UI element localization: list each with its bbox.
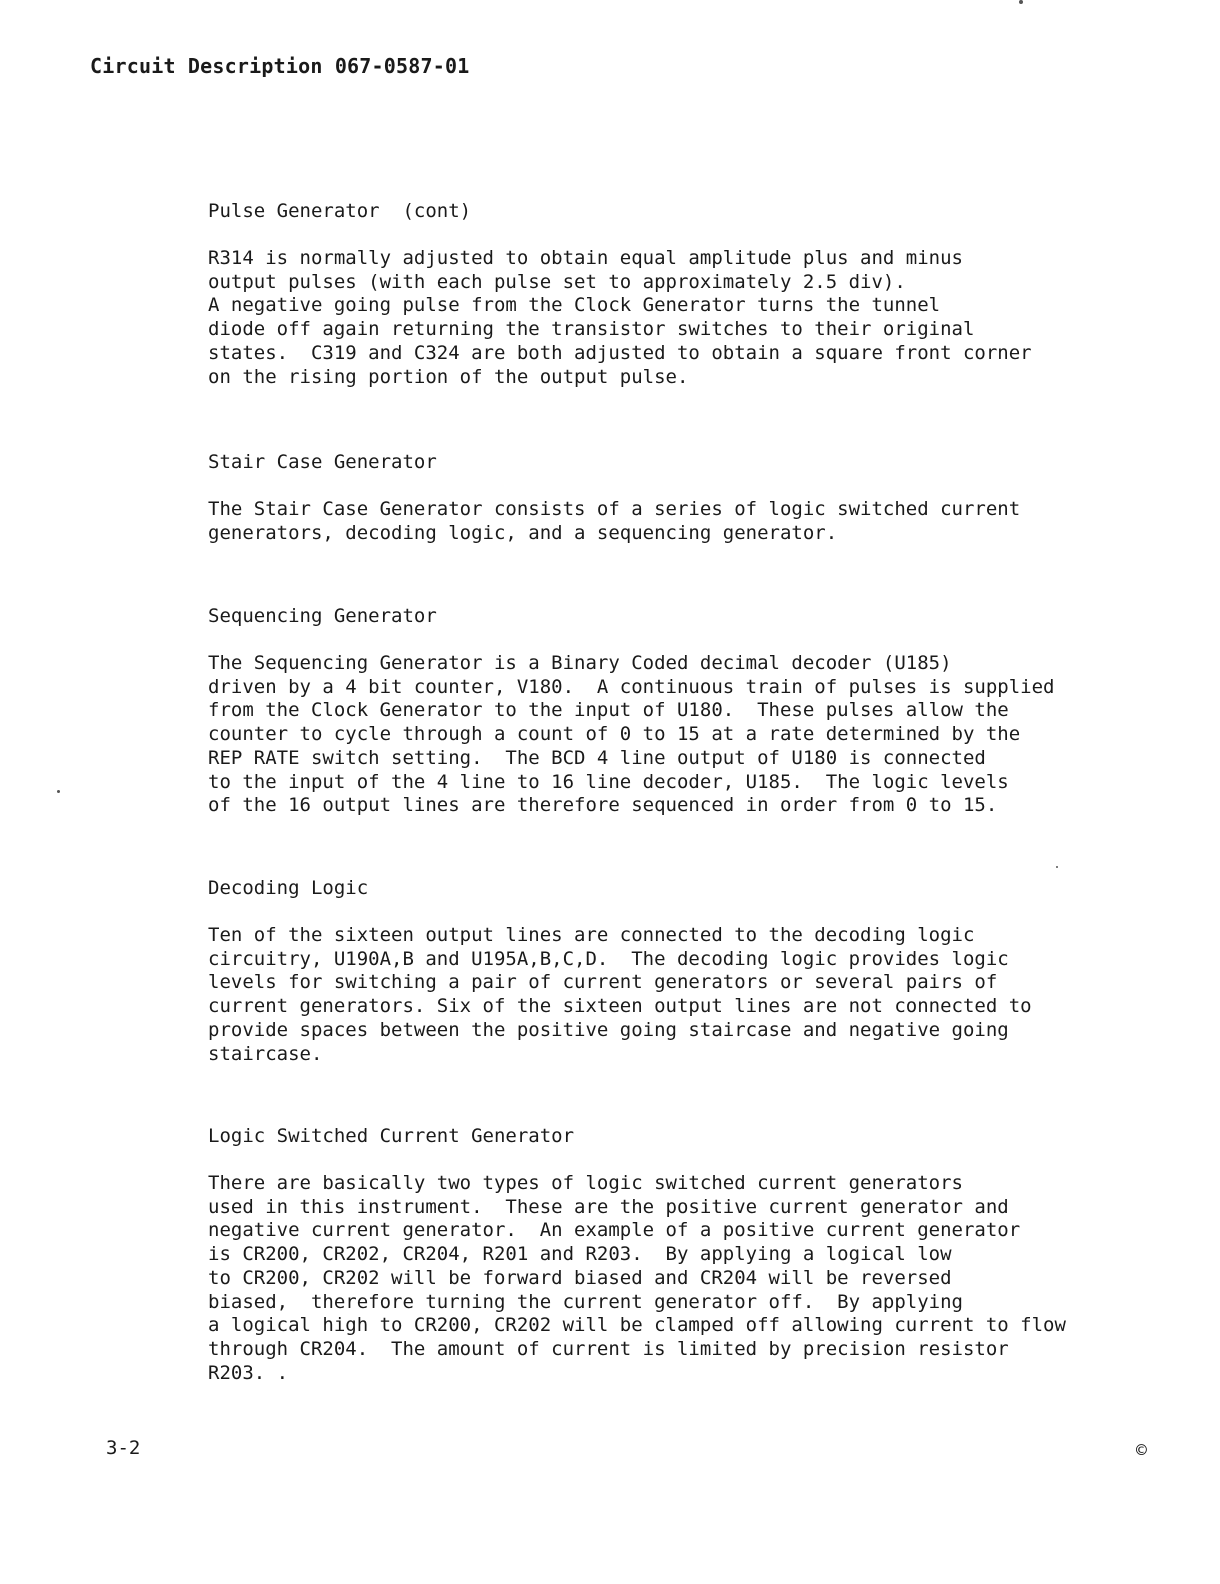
section-decoding-logic bbox=[208, 876, 1158, 1066]
text-line: of the 16 output lines are therefore sequenced in order from 0 to 15. bbox=[208, 794, 998, 817]
section-heading: Decoding Logic bbox=[208, 877, 369, 899]
section-paragraph bbox=[208, 652, 1158, 818]
text-line: used in this instrument. These are the positive current generator and bbox=[208, 1195, 1009, 1218]
section-stair-case-generator bbox=[208, 450, 1158, 545]
section-paragraph bbox=[208, 924, 1158, 1066]
text-line: negative current generator. An example of a positive current generator bbox=[208, 1219, 1021, 1242]
text-line: The Stair Case Generator consists of a series of logic switched current bbox=[208, 498, 1021, 520]
text-line: biased, therefore turning the current generator off. By applying bbox=[208, 1290, 963, 1313]
text-line: driven by a 4 bit counter, V180. A continuous train of pulses is supplied bbox=[208, 675, 1055, 698]
text-line: R314 is normally adjusted to obtain equal amplitude plus and minus bbox=[208, 247, 963, 269]
text-line: from the Clock Generator to the input of U180. These pulses allow the bbox=[208, 699, 1009, 722]
text-line: through CR204. The amount of current is limited by precision resistor bbox=[208, 1337, 1009, 1360]
text-line: current generators. Six of the sixteen output lines are not connected to bbox=[208, 995, 1032, 1018]
section-heading: Logic Switched Current Generator bbox=[208, 1125, 575, 1147]
text-line: staircase. bbox=[208, 1042, 323, 1065]
section-pulse-generator bbox=[208, 199, 1158, 389]
text-line: The Sequencing Generator is a Binary Coded decimal decoder (U185) bbox=[208, 652, 952, 674]
text-line: Ten of the sixteen output lines are connected to the decoding logic bbox=[208, 924, 975, 946]
section-paragraph bbox=[208, 1172, 1158, 1385]
text-line: levels for switching a pair of current generators or several pairs of bbox=[208, 971, 998, 994]
scan-speck bbox=[1056, 866, 1058, 868]
page-number: 3-2 bbox=[106, 1437, 141, 1459]
scan-speck bbox=[57, 790, 60, 793]
document-header: Circuit Description 067-0587-01 bbox=[90, 54, 470, 78]
section-heading: Sequencing Generator bbox=[208, 605, 437, 627]
text-line: A negative going pulse from the Clock Generator turns the tunnel bbox=[208, 294, 941, 317]
text-line: provide spaces between the positive going staircase and negative going bbox=[208, 1018, 1009, 1041]
text-line: REP RATE switch setting. The BCD 4 line output of U180 is connected bbox=[208, 746, 986, 769]
text-line: diode off again returning the transistor switches to their original bbox=[208, 318, 975, 341]
section-logic-switched-current-generator bbox=[208, 1124, 1158, 1385]
copyright-mark: © bbox=[1136, 1440, 1147, 1461]
text-line: states. C319 and C324 are both adjusted to obtain a square front corner bbox=[208, 341, 1032, 364]
text-line: output pulses (with each pulse set to approximately 2.5 div). bbox=[208, 270, 906, 293]
scan-speck bbox=[1019, 0, 1023, 4]
text-line: There are basically two types of logic switched current generators bbox=[208, 1172, 963, 1194]
text-line: counter to cycle through a count of 0 to 15 at a rate determined by the bbox=[208, 723, 1021, 746]
text-line: on the rising portion of the output pulse. bbox=[208, 365, 689, 388]
text-line: is CR200, CR202, CR204, R201 and R203. By applying a logical low bbox=[208, 1243, 952, 1266]
text-line: to the input of the 4 line to 16 line decoder, U185. The logic levels bbox=[208, 770, 1009, 793]
section-paragraph bbox=[208, 247, 1158, 389]
text-line: R203. . bbox=[208, 1361, 289, 1384]
text-line: a logical high to CR200, CR202 will be clamped off allowing current to flow bbox=[208, 1314, 1066, 1337]
text-line: circuitry, U190A,B and U195A,B,C,D. The decoding logic provides logic bbox=[208, 947, 1009, 970]
text-line: to CR200, CR202 will be forward biased and CR204 will be reversed bbox=[208, 1266, 952, 1289]
section-paragraph bbox=[208, 498, 1158, 545]
section-heading: Pulse Generator (cont) bbox=[208, 200, 472, 222]
section-heading: Stair Case Generator bbox=[208, 451, 437, 473]
section-sequencing-generator bbox=[208, 604, 1158, 818]
text-line: generators, decoding logic, and a sequencing generator. bbox=[208, 521, 838, 544]
